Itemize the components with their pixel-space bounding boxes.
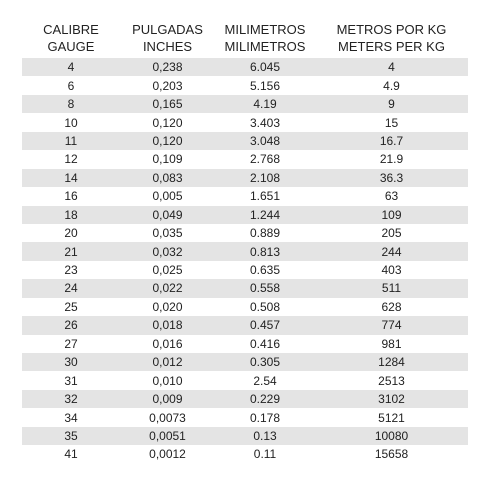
inches-cell: 0,109 — [152, 152, 183, 167]
inches-cell: 0,016 — [152, 336, 183, 351]
table-row — [22, 58, 468, 76]
header-meters-per-kg-en: METERS PER KG — [338, 39, 445, 54]
inches-cell: 0,010 — [152, 373, 183, 388]
inches-cell: 0,0012 — [149, 447, 186, 462]
meters-per-kg-cell: 628 — [381, 299, 402, 314]
header-gauge — [22, 18, 120, 58]
gauge-cell: 16 — [64, 189, 78, 204]
table-row — [22, 445, 468, 463]
header-gauge-es: CALIBRE — [43, 22, 99, 37]
inches-cell: 0,035 — [152, 226, 183, 241]
gauge-cell: 23 — [64, 263, 78, 278]
gauge-cell: 25 — [64, 299, 78, 314]
header-millimeters-es: MILIMETROS — [224, 22, 306, 37]
millimeters-cell: 0.416 — [249, 336, 281, 351]
meters-per-kg-cell: 3102 — [378, 392, 405, 407]
gauge-cell: 34 — [64, 410, 78, 425]
meters-per-kg-cell: 774 — [381, 318, 402, 333]
table-row — [22, 261, 468, 279]
meters-per-kg-cell: 9 — [388, 97, 395, 112]
meters-per-kg-cell: 109 — [381, 207, 402, 222]
table-row — [22, 335, 468, 353]
table-row — [22, 150, 468, 168]
gauge-cell: 27 — [64, 336, 78, 351]
gauge-cell: 12 — [64, 152, 78, 167]
gauge-cell: 24 — [64, 281, 78, 296]
gauge-cell: 14 — [64, 170, 78, 185]
inches-cell: 0,022 — [152, 281, 183, 296]
inches-cell: 0,238 — [152, 60, 183, 75]
meters-per-kg-cell: 4 — [388, 60, 395, 75]
table-row — [22, 390, 468, 408]
meters-per-kg-cell: 981 — [381, 336, 402, 351]
inches-cell: 0,009 — [152, 392, 183, 407]
gauge-cell: 31 — [64, 373, 78, 388]
millimeters-cell: 3.403 — [249, 115, 281, 130]
meters-per-kg-cell: 403 — [381, 263, 402, 278]
gauge-cell: 6 — [67, 78, 75, 93]
gauge-cell: 10 — [64, 115, 78, 130]
inches-cell: 0,120 — [152, 115, 183, 130]
millimeters-cell: 3.048 — [249, 133, 281, 148]
meters-per-kg-cell: 205 — [381, 226, 402, 241]
millimeters-cell: 0.508 — [249, 299, 281, 314]
inches-cell: 0,120 — [152, 133, 183, 148]
header-meters-per-kg — [315, 18, 468, 58]
table-row — [22, 316, 468, 334]
gauge-cell: 35 — [64, 428, 78, 443]
table-body — [22, 58, 468, 464]
gauge-cell: 8 — [67, 97, 75, 112]
inches-cell: 0,203 — [152, 78, 183, 93]
millimeters-cell: 0.457 — [249, 318, 281, 333]
header-millimeters — [215, 18, 315, 58]
meters-per-kg-cell: 1284 — [378, 355, 405, 370]
table-row — [22, 353, 468, 371]
millimeters-cell: 4.19 — [253, 97, 277, 112]
inches-cell: 0,032 — [152, 244, 183, 259]
gauge-conversion-table — [22, 18, 468, 464]
millimeters-cell: 6.045 — [249, 60, 281, 75]
millimeters-cell: 0.813 — [249, 244, 281, 259]
inches-cell: 0,005 — [152, 189, 183, 204]
table-row — [22, 95, 468, 113]
meters-per-kg-cell: 2513 — [378, 373, 405, 388]
gauge-cell: 41 — [64, 447, 78, 462]
table-row — [22, 371, 468, 389]
millimeters-cell: 2.108 — [249, 170, 281, 185]
millimeters-cell: 0.11 — [253, 447, 277, 462]
meters-per-kg-cell: 16.7 — [379, 133, 404, 148]
gauge-cell: 18 — [64, 207, 78, 222]
meters-per-kg-cell: 63 — [384, 189, 399, 204]
gauge-cell: 4 — [67, 60, 75, 75]
table-header — [22, 18, 468, 58]
millimeters-cell: 2.768 — [249, 152, 281, 167]
header-inches — [120, 18, 215, 58]
header-inches-es: PULGADAS — [132, 22, 203, 37]
table-row — [22, 187, 468, 205]
meters-per-kg-cell: 4.9 — [383, 78, 400, 93]
millimeters-cell: 0.889 — [249, 226, 281, 241]
table-row — [22, 113, 468, 131]
gauge-cell: 32 — [64, 392, 78, 407]
meters-per-kg-cell: 244 — [381, 244, 402, 259]
meters-per-kg-cell: 10080 — [374, 428, 409, 443]
table-row — [22, 298, 468, 316]
millimeters-cell: 5.156 — [249, 78, 281, 93]
gauge-cell: 21 — [64, 244, 78, 259]
inches-cell: 0,020 — [152, 299, 183, 314]
inches-cell: 0,0073 — [149, 410, 186, 425]
inches-cell: 0,049 — [152, 207, 183, 222]
table-row — [22, 279, 468, 297]
millimeters-cell: 0.178 — [249, 410, 281, 425]
table-row — [22, 224, 468, 242]
header-gauge-en: GAUGE — [47, 39, 95, 54]
meters-per-kg-cell: 21.9 — [379, 152, 404, 167]
millimeters-cell: 1.651 — [249, 189, 281, 204]
gauge-cell: 20 — [64, 226, 78, 241]
inches-cell: 0,165 — [152, 97, 183, 112]
millimeters-cell: 0.229 — [249, 392, 281, 407]
inches-cell: 0,083 — [152, 170, 183, 185]
meters-per-kg-cell: 36.3 — [379, 170, 404, 185]
millimeters-cell: 1.244 — [249, 207, 281, 222]
header-millimeters-en: MILIMETROS — [224, 39, 306, 54]
millimeters-cell: 0.558 — [249, 281, 281, 296]
inches-cell: 0,025 — [152, 263, 183, 278]
table-row — [22, 242, 468, 260]
millimeters-cell: 0.13 — [253, 428, 277, 443]
gauge-cell: 11 — [64, 133, 78, 148]
inches-cell: 0,018 — [152, 318, 183, 333]
gauge-cell: 26 — [64, 318, 78, 333]
table-row — [22, 427, 468, 445]
inches-cell: 0,0051 — [149, 428, 186, 443]
gauge-cell: 30 — [64, 355, 78, 370]
meters-per-kg-cell: 511 — [381, 281, 402, 296]
meters-per-kg-cell: 15 — [384, 115, 399, 130]
millimeters-cell: 2.54 — [253, 373, 277, 388]
millimeters-cell: 0.305 — [249, 355, 281, 370]
millimeters-cell: 0.635 — [249, 263, 281, 278]
header-meters-per-kg-es: METROS POR KG — [336, 22, 447, 37]
inches-cell: 0,012 — [152, 355, 183, 370]
meters-per-kg-cell: 5121 — [378, 410, 405, 425]
table-row — [22, 76, 468, 94]
table-row — [22, 206, 468, 224]
table-row — [22, 169, 468, 187]
meters-per-kg-cell: 15658 — [374, 447, 409, 462]
table-row — [22, 132, 468, 150]
table-row — [22, 408, 468, 426]
header-inches-en: INCHES — [142, 39, 193, 54]
